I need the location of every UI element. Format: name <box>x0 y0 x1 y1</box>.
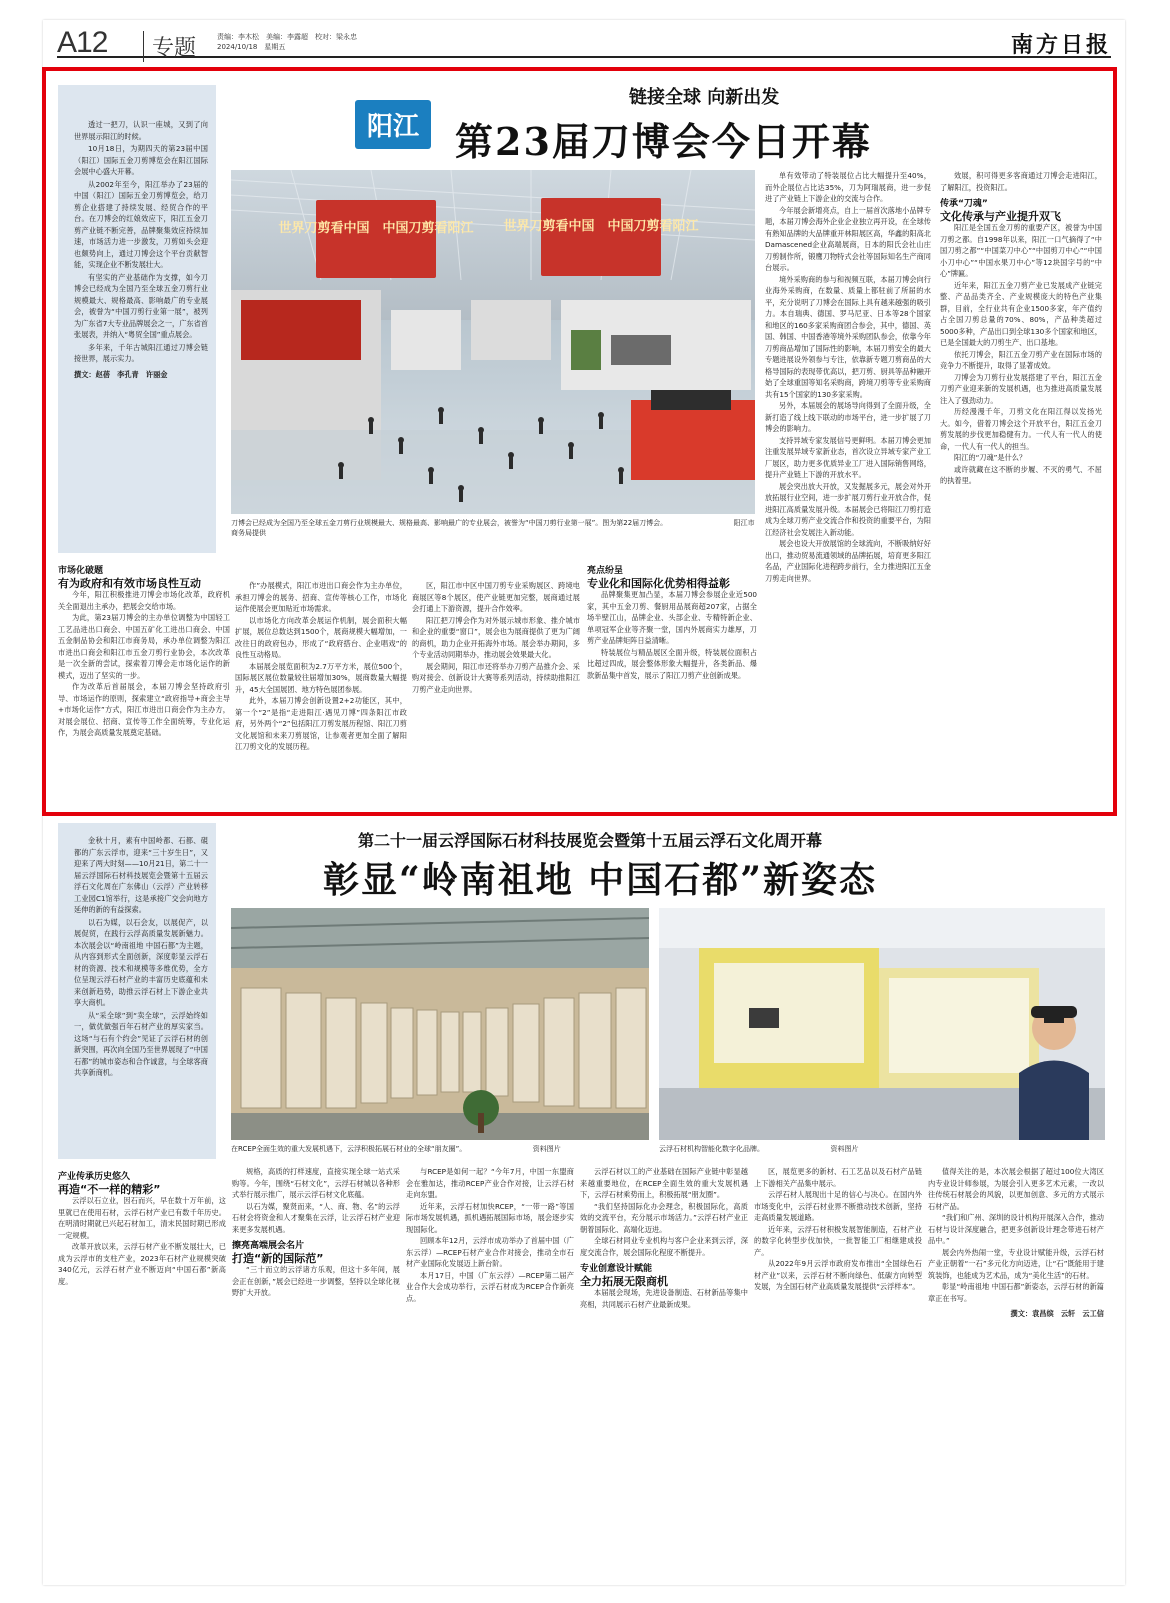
sidebar-author: 撰文：赵蓓 李孔青 许丽金 <box>74 369 168 379</box>
top-right-column-1: 单有效带动了特装展位占比大幅提升至40%，而外企展位占比达35%，刀为阿瑞展商，进一步促进了产业链上下游企业的交流与合作。 今年展会新增亮点，自上一届首次落地小品牌专题，本届刀博会海外企业企业独立再开设，在全球传有熟知品牌的大品牌重开林阳展区高，华鑫的阳高北Damascened企业高端展商，日本的阳氏会社山庄刀剪制作所，锻鹰刀物特式会社等国际知名生产商同台展示。 境外采购商的参与和视频互联，本届刀博会向行业海外采购商，在数量、质量上都驻前了所届的水平，充分说明了刀博会在国际上具有越来越强的吸引力。本自瑞典、德国、罗马尼亚、日本等28个国家和地区的160多家采购商团合参会，其中，德国、英国、韩国、中国香港等境外采购团队参会，依靠今年刀剪商品增加了国际性的影响，本届刀剪安全的最大专题进展设外领参与专注，依靠新专题刀剪商品的大格导国际的表现带优高以，把刀剪、厨具等品种融开始了全球重国等知名采购商，跨境刀剪等专业采购商共有15个国家的130多家采购。 另外，本届展会的展场导向得到了全面升级，全新打造了线上线下联动的市场平台，进一步扩展了刀博会的影响力。 支持异域专家发展信号更鲜明。本届刀博会更加注重发展异域专家新业态，首次设立异域专家产业工厂展区，助力更多优质异业工厂进入国际销售网络，提升产业链上下游的开放水平。 展会突出放大开放，又发掘展多元，展会对外开放拓展行业空间，进一步扩展刀剪行业开放合作，促进阳江高质量发展升级。本届展会已将阳江刀剪打造成为全球刀剪产业交流合作和投资的重要平台，为阳江经济社会发展注入新动能。 展会也设大开放展馆的全球流向，不断吸纳好好出口，推动贸易流通领域的品牌拓展，培育更多阳江名品，产业国际化进程跨步前行，全力推进阳江五金刀剪走向世界。 <box>765 171 931 583</box>
top-photo-caption: 刀博会已经成为全国乃至全球五金刀剪行业规模最大、规格最高、影响最广的专业展会，被誉为“中国刀剪行业第一展”。图为第22届刀博会。 阳江市商务局提供 <box>231 519 755 537</box>
banner-left-text: 世界刀剪看中国 中国刀剪看阳江 <box>278 221 474 236</box>
subhead-expo-card: 擦亮高端展会名片 <box>232 1241 305 1251</box>
stone-warehouse-photo <box>231 908 649 1140</box>
newspaper-page <box>43 20 1125 1585</box>
top-column-b: 作”办展模式，阳江市进出口商会作为主办单位，承担刀博会的展务、招商、宣传等核心工作，市场化运作使展会更加贴近市场需求。 以市场化方向改革会展运作机制，展会面积大幅扩展，展位总数达到1500个，展商规模大幅增加，一改往日的政府包办，形成了“政府搭台、企业唱戏”的良性互动格局。 本届展会展览面积为2.7万平方米，展位500个，国际展区展位数量较往届增加30%，展商数量大幅提升，45大全国展团、地方特色展团参展。 此外，本届刀博会创新设置2+2功能区，其中，第一个“2”是指“走进阳江·遇见刀博”四条阳江市政府，另外两个“2”包括阳江刀剪发展历程馆、阳江刀剪文化展馆和未来刀剪展馆，让参观者更加全面了解阳江刀剪文化的发展历程。 <box>235 581 407 751</box>
top-sidebar: 透过一把刀，认识一座城，又到了向世界展示阳江的时候。 10月18日，为期四天的第23届中国（阳江）国际五金刀剪博览会在阳江国际会展中心盛大开幕。 从2002年至今，阳江举办了23届的中国（阳江）国际五金刀剪博览会，给刀剪企业搭建了持续发展、经贸合作的平台。在刀博会的红娘效应下，阳江五金刀剪产业链不断完善，品牌聚集效应持续加速，市场活力进一步激发，刀剪如头会迎也颇势向上，通过刀博会这个平台贡献智能，实现企业不断发展壮大。 有坚实的产业基础作为支撑，如今刀博会已经成为全国乃至全球五金刀剪行业规模最大、规格最高、影响最广的专业展会，被誉为“中国刀剪行业第一展”，被列为广东省7大专业品牌展会之一，广东省首张展表，并纳入“粤贸全国”重点展会。 多年来，千年古城阳江通过刀博会链接世界，展示实力。 撰文：赵蓓 李孔青 许丽金 <box>58 85 216 553</box>
expo-hall-image <box>231 170 755 514</box>
subhead-market: 市场化破题 <box>58 566 104 576</box>
bottom-column-6: 值得关注的是，本次展会根据了超过100位大湾区内专业设计师参展，为展会引入更多艺术元素，一改以往传统石材展会的风貌，以更加创意、多元的方式展示石材产品。 “我们和广州、深圳的设计机构开展深入合作，推动石材与设计深度融合，把更多创新设计理念带进石材产品中。” 展会内外热闹一堂，专业设计赋能升级，云浮石材产业正朝着“一石”多元化方向迈进，让“石”既能用于建筑装饰，也能成为艺术品，成为“美化生活”的石材。 彰显“岭南祖地 中国石都”新姿态，云浮石材的新篇章正在书写。 撰文：袁昌缤 云轩 云工信 <box>928 1167 1104 1318</box>
bottom-kicker: 第二十一届云浮国际石材科技展览会暨第十五届云浮石文化周开幕 <box>358 831 823 850</box>
bottom-author: 撰文：袁昌缤 云轩 云工信 <box>1010 1309 1104 1318</box>
banner-right-text: 世界刀剪看中国 中国刀剪看阳江 <box>503 219 699 234</box>
section-name: 专题 <box>143 31 196 62</box>
subhead-tradition: 传承“刀魂” <box>940 199 988 209</box>
bottom-headline: 彰显“岭南祖地 中国石都”新姿态 <box>323 859 877 901</box>
smart-machine-photo <box>659 908 1105 1140</box>
editor-credits: 责编：李木松 美编：李露超 校对：梁永忠 2024/10/18 星期五 <box>217 32 407 52</box>
top-kicker: 链接全球 向新出发 <box>629 86 780 108</box>
bottom-column-4: 云浮石材以工的产业基础在国际产业链中彰显越来越重要地位，在RCEP全面生效的重大发展机遇下，云浮石材乘势而上，积极拓展“朋友圈”。 “我们坚持国际化办会理念，积极国际化，高质效的交流平台，充分展示市场活力。”云浮石材产业正朝着国际化、高端化迈进。 全球石材同业专业机构与客户企业来到云浮，深度交流合作，展会国际化程度不断提升。 专业创意设计赋能 全力拓展无限商机 本届展会现场，先进设备制造、石材新品等集中亮相，共同展示石材产业最新成果。 <box>580 1167 748 1309</box>
top-column-c: 区，阳江市中区中国刀剪专业采购展区、跨境电商展区等8个展区，使产业链更加完整，展商通过展会打通上下游资源，提升合作效率。 阳江把刀博会作为对外展示城市形象、推介城市和企业的重要“窗口”，展会也为展商提供了更为广阔的商机，助力企业开拓海外市场。展会举办期间，多个专业活动同期举办，推动展会效果最大化。 展会期间，阳江市还将举办刀剪产品推介会、采购对接会、创新设计大赛等系列活动，持续助推阳江刀剪产业走向世界。 <box>412 581 580 694</box>
bottom-sidebar: 金秋十月，素有中国岭都、石都、硯都的广东云浮市，迎来“三十岁生日”，又迎来了两大时刻——10月21日，第二十一届云浮国际石材科技展览会暨第十五届云浮石文化周在广东佛山（云浮）产业转移工业园C1馆举行，这是承接广交会向地方延伸的新的有益探索。 以石为媒，以石会友，以展促产，以展促贸，在践行云浮高质量发展新魅力。本次展会以“岭南祖地 中国石都”为主题，从内容到形式全面创新，深度彰显云浮石材的资源、技术和规模等多维优势，全方位呈现云浮石材产业的丰富历史底蕴和未来创新趋势，助推云浮石材上下游企业共享大商机。 从“采全球”到“卖全球”，云浮始终如一，做优做强百年石材产业的厚实家当。这场“与石有个约会”见证了云浮石材的创新突围，再次向全国乃至世界展现了“中国石都”的城市姿态和合作诚意，与全球客商共享新商机。 <box>58 823 216 1159</box>
page-number: A12 <box>57 26 108 59</box>
subhead-history: 产业传承历史悠久 <box>58 1172 131 1182</box>
top-headline: 第23届刀博会今日开幕 <box>455 118 872 164</box>
bottom-column-3: 与RCEP是如何一起？“今年7月，中国一东盟商会在雅加达，推动RCEP产业合作对接，让云浮石材走向东盟。 近年来，云浮石材加快RCEP，“一带一路”等国际市场发展机遇，抓机遇拓展国际市场，展会逐步实现国际化。 回顾本年12月，云浮市成功举办了首届中国（广东云浮）—RCEP石材产业合作对接会，推动全市石材产业国际化发展迈上新台阶。 本月17日，中国（广东云浮）—RCEP第二届产业合作大会成功举行，云浮石材成为RCEP合作新亮点。 <box>406 1167 574 1303</box>
top-headline-block <box>355 84 872 164</box>
bottom-column-2: 规格，高质的打样速度，直接实现全球一站式采购等。今年，围绕“石材文化”，云浮石材城以各种形式举行展示推广，展示云浮石材文化底蕴。 以石为媒，聚贤而来，“人、商、物、名”的云浮石材会将资金和人才聚集在云浮，让云浮石材产业迎来更多发展机遇。 擦亮高端展会名片 打造“新的国际范” “三十而立的云浮诸方乐观，但这十多年间，展会正在创新，”展会已经进一步调整，坚持以全球化视野扩大开放。 <box>232 1167 400 1297</box>
top-column-a: 市场化破题 有为政府和有效市场良性互动 今年，阳江积极推进刀博会市场化改革，政府机关全面退出主承办，把展会交给市场。 为此，第23届刀博会的主办单位调整为中国轻工工艺品进出口商会、中国五矿化工进出口商会、中国五金制品协会和阳江市商务局，承办单位调整为阳江市进出口商会和阳江市五金刀剪行业协会，本次改革是一次全新的尝试，探索着刀博会走市场化运作的新模式，迈出了坚实的一步。 作为改革后首届展会，本届刀博会坚持政府引导、市场运作的原则，探索建立“政府指导+商会主导+市场化运作”方式，阳江市进出口商会作为主办方，对展会展位、招商、宣传等工作全面统筹，专业化运作，为展会高质量发展奠定基础。 <box>58 566 230 737</box>
factory-worker-image <box>659 908 1105 1140</box>
bottom-column-1: 产业传承历史悠久 再造“不一样的精彩” 云浮以石立业，因石而兴，早在数十万年前，这里就已在使用石材，云浮石材产业已有数千年历史。在明清时期就已兴起石材加工，清末民国时期已形成一定规模。 改革开放以来，云浮石材产业不断发展壮大，已成为云浮市的支柱产业，2023年石材产业规模突破340亿元，云浮石材产业不断迈向“中国石都”新高度。 <box>58 1172 226 1286</box>
bottom-photo-caption-2: 云浮石材机构智能化数字化品牌。 资料图片 <box>659 1145 859 1153</box>
subhead-design: 专业创意设计赋能 <box>580 1264 653 1274</box>
issue-date: 2024/10/18 星期五 <box>217 43 286 51</box>
city-badge: 阳江 <box>355 100 431 149</box>
expo-photo <box>231 170 755 514</box>
subhead-highlights: 亮点纷呈 <box>587 566 624 576</box>
stone-slabs-image <box>231 908 649 1140</box>
page-header <box>57 26 1111 61</box>
top-right-column-2: 效展，积可得更多客商通过刀博会走进阳江，了解阳江，投资阳江。 传承“刀魂” 文化传承与产业提升双飞 阳江是全国五金刀剪的重要产区，被誉为中国刀剪之都。自1998年以来，阳江一口气摘得了“中国刀剪之都”“中国菜刀中心”“中国剪刀中心”“中国小刀中心”“中国水果刀中心”等12块国字号的“中心”牌匾。 近年来，阳江五金刀剪产业已发展成产业链完整、产品品类齐全、产业规模庞大的特色产业集群，目前，全行业共有企业1500多家，年产值约占全国刀剪总量的70%、80%，产品种类超过5000多种，产品出口到全球130多个国家和地区，已是全国最大的刀剪生产、出口基地。 依托刀博会，阳江五金刀剪产业在国际市场的竞争力不断提升，取得了显著成效。 刀博会为刀剪行业发展搭建了平台，阳江五金刀剪产业迎来新的发展机遇，也为推进高质量发展注入了强劲动力。 历经漫漫千年，刀剪文化在阳江得以发扬光大。如今，借着刀博会这个开放平台，阳江五金刀剪发展的步伐更加稳健有力。一代人有一代人的使命，一代人有一代人的担当。 阳江的“刀魂”是什么？ 或许就藏在这不断的步履、不灭的勇气、不屈的执着里。 <box>940 171 1102 485</box>
bottom-column-5: 区，展览更多的新材、石工艺品以及石材产品链上下游相关产品集中展示。 云浮石材人展现出十足的信心与决心。在国内外市场变化中，云浮石材业界不断推动技术创新，坚持走高质量发展道路。 近年来，云浮石材积极发展智能制造，石材产业的数字化转型步伐加快，一批智能工厂相继建成投产。 从2022年9月云浮市政府发布推出“全国绿色石材产业”以来，云浮石材不断向绿色、低碳方向转型发展，为全国石材产业高质量发展提供“云浮样本”。 <box>754 1167 922 1291</box>
newspaper-logo: 南方日报 <box>1010 32 1111 58</box>
bottom-photo-caption-1: 在RCEP全面生效的重大发展机遇下，云浮积极拓展石材业的全球“朋友圈”。 资料图片 <box>231 1145 561 1153</box>
top-column-d: 亮点纷呈 专业化和国际化优势相得益彰 品牌聚集更加凸显，本届刀博会参展企业近500家，其中五金刀剪、餐厨用品展商超207家，占据全场半壁江山，品牌企业、头部企业、专精特新企业、单项冠军企业等齐聚一堂，国内外展商实力雄厚，刀剪产业品牌矩阵日益清晰。 特装展位与精品展区全面升级，特装展位面积占比超过四成，展会整体形象大幅提升，各类新品、爆款新品集中首发，展示了阳江刀剪产业创新成果。 <box>587 566 757 680</box>
